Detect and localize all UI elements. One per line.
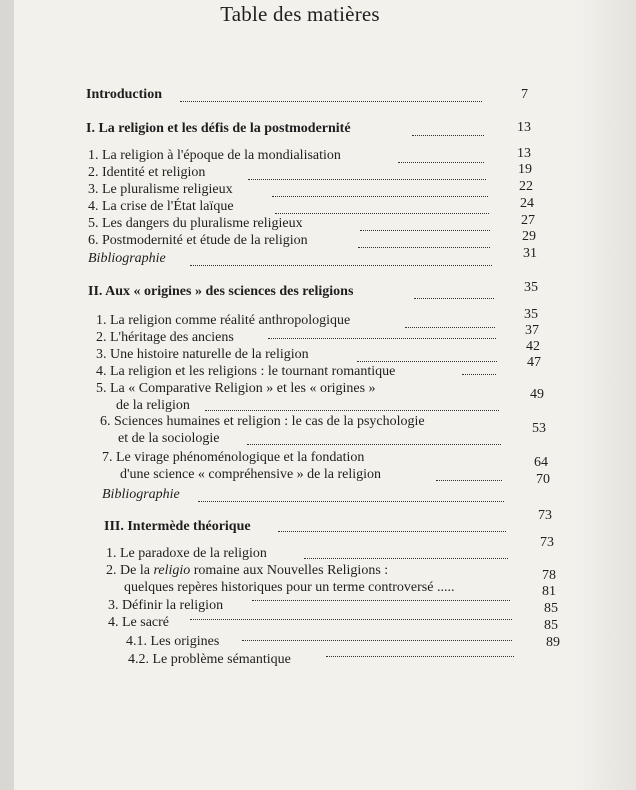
leader-dots bbox=[190, 619, 512, 620]
page-number: 22 bbox=[519, 179, 533, 194]
leader-dots bbox=[198, 501, 504, 502]
leader-dots bbox=[247, 444, 501, 445]
page-number: 13 bbox=[517, 146, 531, 161]
heading-prefix: II. Aux bbox=[88, 284, 131, 299]
toc-bibliography: Bibliographie bbox=[102, 487, 180, 502]
leader-dots bbox=[205, 410, 499, 411]
leader-dots bbox=[242, 640, 512, 641]
toc-item: 2. L'héritage des anciens bbox=[96, 330, 234, 345]
leader-dots bbox=[405, 327, 495, 328]
page-number: 70 bbox=[536, 472, 550, 487]
toc-item: 1. La religion comme réalité anthropologique bbox=[96, 313, 351, 328]
leader-dots bbox=[275, 213, 489, 214]
toc-introduction: Introduction bbox=[86, 87, 162, 102]
toc-item: 3. Définir la religion bbox=[108, 598, 224, 613]
page-number: 89 bbox=[546, 635, 560, 650]
toc-item: 5. La « Comparative Religion » et les « origines » bbox=[96, 381, 376, 396]
toc-item-continued: et de la sociologie bbox=[118, 431, 220, 446]
toc-item: 1. Le paradoxe de la religion bbox=[106, 546, 267, 561]
toc-item: 4. Le sacré bbox=[108, 615, 170, 630]
toc-item-continued: quelques repères historiques pour un terme controversé ..... bbox=[124, 580, 455, 595]
label-suffix: romaine aux Nouvelles Religions : bbox=[193, 563, 389, 578]
toc-item: 4.1. Les origines bbox=[126, 634, 220, 649]
leader-dots bbox=[326, 656, 514, 657]
toc-item: 6. Sciences humaines et religion : le cas de la psychologie bbox=[100, 414, 425, 429]
page-number: 7 bbox=[521, 87, 528, 102]
page-number: 42 bbox=[526, 339, 540, 354]
toc-part-heading: III. Intermède théorique bbox=[104, 519, 251, 534]
heading-suffix: des sciences des religions bbox=[205, 284, 354, 299]
page-number: 13 bbox=[517, 120, 531, 135]
page-number: 27 bbox=[521, 213, 535, 228]
page-number: 78 bbox=[542, 568, 556, 583]
leader-dots bbox=[190, 265, 492, 266]
page-edge-shadow bbox=[575, 0, 636, 790]
page-number: 19 bbox=[518, 162, 532, 177]
toc-part-heading bbox=[88, 284, 353, 300]
page-number: 85 bbox=[544, 618, 558, 633]
toc-bibliography: Bibliographie bbox=[88, 251, 166, 266]
page-number: 47 bbox=[527, 355, 541, 370]
leader-dots bbox=[252, 600, 510, 601]
leader-dots bbox=[436, 480, 502, 481]
leader-dots bbox=[398, 162, 484, 163]
leader-dots bbox=[272, 196, 488, 197]
leader-dots bbox=[412, 135, 484, 136]
toc-item: 3. Une histoire naturelle de la religion bbox=[96, 347, 309, 362]
page-number: 49 bbox=[530, 387, 544, 402]
page-number: 31 bbox=[523, 246, 537, 261]
leader-dots bbox=[180, 101, 482, 102]
toc-item: 7. Le virage phénoménologique et la fondation bbox=[102, 450, 365, 465]
toc-item: 2. Identité et religion bbox=[88, 165, 206, 180]
toc-item-continued: d'une science « compréhensive » de la religion bbox=[120, 467, 382, 482]
toc-item: 1. La religion à l'époque de la mondialisation bbox=[88, 148, 341, 163]
page-number: 29 bbox=[522, 229, 536, 244]
leader-dots bbox=[304, 558, 508, 559]
label-prefix: 2. De la bbox=[106, 563, 150, 578]
toc-item: 5. Les dangers du pluralisme religieux bbox=[88, 216, 303, 231]
leader-dots bbox=[414, 298, 494, 299]
toc-item-continued: de la religion bbox=[116, 398, 190, 413]
heading-quote: « origines » bbox=[133, 284, 202, 299]
page-number: 85 bbox=[544, 601, 558, 616]
page-number: 37 bbox=[525, 323, 539, 338]
toc-item: 4. La crise de l'État laïque bbox=[88, 199, 234, 214]
page-number: 24 bbox=[520, 196, 534, 211]
page-title: Table des matières bbox=[220, 2, 380, 26]
page-number: 73 bbox=[538, 508, 552, 523]
toc-item: 4. La religion et les religions : le tournant romantique bbox=[96, 364, 396, 379]
leader-dots bbox=[462, 374, 496, 375]
toc-part-heading: I. La religion et les défis de la postmodernité bbox=[86, 121, 351, 136]
toc-item bbox=[106, 563, 388, 579]
page-number: 64 bbox=[534, 455, 548, 470]
leader-dots bbox=[357, 361, 497, 362]
leader-dots bbox=[360, 230, 490, 231]
leader-dots bbox=[268, 338, 496, 339]
leader-dots bbox=[278, 531, 506, 532]
toc-item: 6. Postmodernité et étude de la religion bbox=[88, 233, 308, 248]
page-number: 53 bbox=[532, 421, 546, 436]
page-number: 73 bbox=[540, 535, 554, 550]
toc-item: 3. Le pluralisme religieux bbox=[88, 182, 233, 197]
leader-dots bbox=[248, 179, 486, 180]
page-number: 35 bbox=[524, 307, 538, 322]
page-number: 35 bbox=[524, 280, 538, 295]
toc-item: 4.2. Le problème sémantique bbox=[128, 652, 291, 667]
leader-dots bbox=[358, 247, 490, 248]
page-number: 81 bbox=[542, 584, 556, 599]
label-italic: religio bbox=[153, 563, 191, 578]
